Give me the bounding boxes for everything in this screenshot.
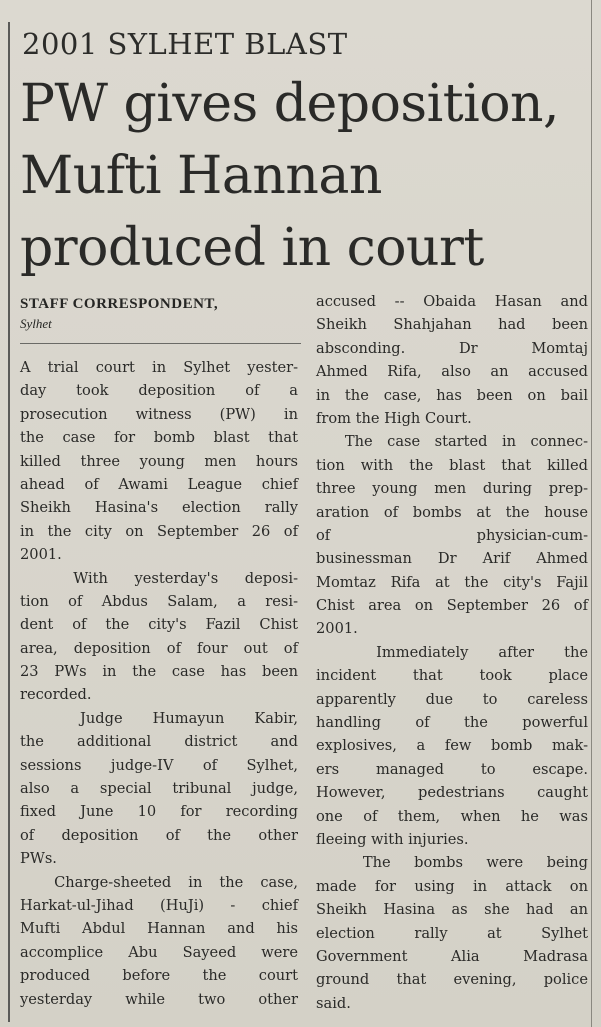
byline-name: STAFF CORRESPONDENT,	[20, 296, 219, 312]
body-text-line: accomplice Abu Sayeed were	[20, 943, 298, 961]
body-text-line: produced before the court	[20, 967, 298, 985]
body-text-line: ahead of Awami League chief	[20, 475, 298, 493]
body-text-line: Sheikh Shahjahan had been	[316, 316, 588, 334]
body-text-line: from the High Court.	[316, 409, 472, 427]
body-text-line: in the city on September 26 of	[20, 522, 298, 540]
body-column-left	[20, 356, 298, 1011]
body-text-line: Momtaz Rifa at the city's Fajil	[316, 573, 588, 591]
article-headline	[20, 68, 590, 284]
body-text-line: dent of the city's Fazil Chist	[20, 616, 298, 634]
body-text-line: Ahmed Rifa, also an accused	[316, 363, 588, 381]
body-text-line: handling of the powerful	[316, 714, 588, 732]
body-text-line: absconding. Dr Momtaj	[316, 339, 588, 357]
body-text-line: The bombs were being	[316, 854, 588, 872]
body-text-line: With yesterday's deposi-	[20, 569, 298, 587]
body-text-line: also a special tribunal judge,	[20, 780, 298, 798]
body-text-line: Chist area on September 26 of	[316, 597, 588, 615]
body-text-line: area, deposition of four out of	[20, 639, 298, 657]
body-text-line: Mufti Abdul Hannan and his	[20, 920, 298, 938]
body-text-line: election rally at Sylhet	[316, 924, 588, 942]
body-text-line: aration of bombs at the house	[316, 503, 588, 521]
headline-line: PW gives deposition,	[20, 74, 560, 134]
body-text-line: apparently due to careless	[316, 690, 588, 708]
body-text-line: tion of Abdus Salam, a resi-	[20, 592, 298, 610]
column-rule-left	[8, 22, 10, 1022]
body-text-line: tion with the blast that killed	[316, 456, 588, 474]
body-text-line: Harkat-ul-Jihad (HuJi) - chief	[20, 896, 298, 914]
body-text-line: Charge-sheeted in the case,	[20, 873, 298, 891]
body-text-line: ground that evening, police	[316, 971, 588, 989]
body-text-line: sessions judge-IV of Sylhet,	[20, 756, 298, 774]
body-text-line: fleeing with injuries.	[316, 830, 469, 848]
body-text-line: yesterday while two other	[20, 990, 298, 1008]
byline	[20, 294, 300, 334]
body-column-right	[316, 290, 588, 1015]
headline-line: Mufti Hannan	[20, 146, 382, 206]
body-text-line: Sheikh Hasina's election rally	[20, 499, 298, 517]
body-text-line: of deposition of the other	[20, 826, 298, 844]
body-text-line: prosecution witness (PW) in	[20, 405, 298, 423]
body-text-line: Government Alia Madrasa	[316, 947, 588, 965]
body-text-line: Immediately after the	[316, 643, 588, 661]
body-text-line: incident that took place	[316, 667, 588, 685]
body-text-line: The case started in connec-	[316, 433, 588, 451]
body-text-line: Sheikh Hasina as she had an	[316, 901, 588, 919]
body-text-line: day took deposition of a	[20, 382, 298, 400]
byline-divider	[20, 343, 301, 344]
body-text-line: A trial court in Sylhet yester-	[20, 359, 298, 376]
body-text-line: 2001.	[20, 546, 62, 564]
body-text-line: made for using in attack on	[316, 877, 588, 895]
body-text-line: fixed June 10 for recording	[20, 803, 298, 821]
body-text-line: in the case, has been on bail	[316, 386, 588, 404]
body-text-line: the additional district and	[20, 733, 298, 751]
body-text-line: Judge Humayun Kabir,	[20, 709, 298, 727]
body-text-line: recorded.	[20, 686, 92, 704]
byline-location: Sylhet	[20, 316, 52, 331]
body-text-line: 2001.	[316, 620, 358, 638]
body-text-line: one of them, when he was	[316, 807, 588, 825]
body-text-line: businessman Dr Arif Ahmed	[316, 550, 588, 568]
body-text-line: explosives, a few bomb mak-	[316, 737, 588, 755]
body-text-line: killed three young men hours	[20, 452, 298, 470]
body-text-line: three young men during prep-	[316, 480, 588, 498]
column-rule-right	[591, 0, 592, 1027]
headline-line: produced in court	[20, 218, 484, 278]
article-kicker: 2001 SYLHET BLAST	[22, 27, 348, 61]
body-text-line: said.	[316, 994, 351, 1012]
body-text-line: PWs.	[20, 850, 57, 868]
body-text-line: of physician-cum-	[316, 526, 588, 544]
body-text-line: accused -- Obaida Hasan and	[316, 293, 588, 310]
body-text-line: the case for bomb blast that	[20, 429, 298, 447]
body-text-line: However, pedestrians caught	[316, 784, 588, 802]
body-text-line: ers managed to escape.	[316, 760, 588, 778]
body-text-line: 23 PWs in the case has been	[20, 663, 298, 681]
